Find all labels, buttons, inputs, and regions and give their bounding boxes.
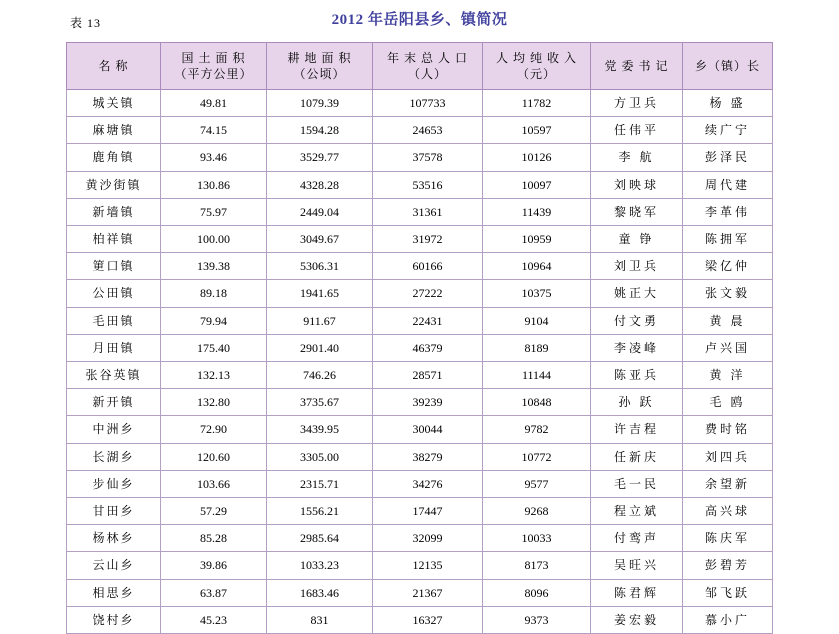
table-row xyxy=(67,525,773,552)
cell-name: 中洲乡 xyxy=(67,416,161,443)
cell-party-secretary: 陈亚兵 xyxy=(591,362,683,389)
cell-township-head: 梁亿仲 xyxy=(683,253,773,280)
cell-name: 长湖乡 xyxy=(67,443,161,470)
table-label: 表 13 xyxy=(70,16,102,30)
column-header-township-head-line1: 乡（镇）长 xyxy=(694,58,760,73)
cell-farmland-area: 3439.95 xyxy=(267,416,373,443)
cell-party-secretary: 吴旺兴 xyxy=(591,552,683,579)
cell-land-area: 45.23 xyxy=(161,606,267,633)
cell-township-head: 刘四兵 xyxy=(683,443,773,470)
cell-population: 107733 xyxy=(373,90,483,117)
cell-land-area: 139.38 xyxy=(161,253,267,280)
cell-name: 黄沙街镇 xyxy=(67,171,161,198)
table-row xyxy=(67,198,773,225)
cell-farmland-area: 911.67 xyxy=(267,307,373,334)
column-header-population xyxy=(373,43,483,90)
cell-population: 27222 xyxy=(373,280,483,307)
table-row xyxy=(67,90,773,117)
table-row xyxy=(67,362,773,389)
cell-party-secretary: 程立斌 xyxy=(591,498,683,525)
column-header-farmland-area-line1: 耕 地 面 积 xyxy=(287,50,352,65)
cell-name: 饶村乡 xyxy=(67,606,161,633)
cell-population: 39239 xyxy=(373,389,483,416)
cell-farmland-area: 831 xyxy=(267,606,373,633)
cell-township-head: 彭泽民 xyxy=(683,144,773,171)
cell-party-secretary: 童 铮 xyxy=(591,226,683,253)
column-header-township-head xyxy=(683,43,773,90)
cell-party-secretary: 付文勇 xyxy=(591,307,683,334)
cell-township-head: 陈拥军 xyxy=(683,226,773,253)
cell-name: 相思乡 xyxy=(67,579,161,606)
cell-farmland-area: 1683.46 xyxy=(267,579,373,606)
cell-township-head: 余望新 xyxy=(683,470,773,497)
cell-name: 甘田乡 xyxy=(67,498,161,525)
cell-land-area: 85.28 xyxy=(161,525,267,552)
cell-population: 32099 xyxy=(373,525,483,552)
cell-party-secretary: 任新庆 xyxy=(591,443,683,470)
table-row xyxy=(67,470,773,497)
cell-land-area: 103.66 xyxy=(161,470,267,497)
cell-income: 10126 xyxy=(483,144,591,171)
cell-township-head: 卢兴国 xyxy=(683,334,773,361)
cell-party-secretary: 孙 跃 xyxy=(591,389,683,416)
cell-farmland-area: 5306.31 xyxy=(267,253,373,280)
cell-income: 9577 xyxy=(483,470,591,497)
cell-population: 22431 xyxy=(373,307,483,334)
column-header-land-area-line2: （平方公里） xyxy=(174,67,253,81)
cell-land-area: 49.81 xyxy=(161,90,267,117)
cell-income: 10033 xyxy=(483,525,591,552)
cell-land-area: 63.87 xyxy=(161,579,267,606)
cell-name: 毛田镇 xyxy=(67,307,161,334)
cell-name: 柏祥镇 xyxy=(67,226,161,253)
cell-income: 10097 xyxy=(483,171,591,198)
cell-income: 11782 xyxy=(483,90,591,117)
column-header-farmland-area-line2: （公顷） xyxy=(293,67,346,81)
cell-party-secretary: 黎晓军 xyxy=(591,198,683,225)
cell-population: 46379 xyxy=(373,334,483,361)
cell-income: 10848 xyxy=(483,389,591,416)
cell-land-area: 132.80 xyxy=(161,389,267,416)
cell-township-head: 陈庆军 xyxy=(683,525,773,552)
cell-population: 21367 xyxy=(373,579,483,606)
table-row xyxy=(67,498,773,525)
cell-party-secretary: 姚正大 xyxy=(591,280,683,307)
cell-land-area: 89.18 xyxy=(161,280,267,307)
column-header-income-line1: 人 均 纯 收 入 xyxy=(495,50,577,65)
cell-income: 9268 xyxy=(483,498,591,525)
table-row xyxy=(67,307,773,334)
cell-income: 9373 xyxy=(483,606,591,633)
cell-party-secretary: 方卫兵 xyxy=(591,90,683,117)
table-row xyxy=(67,416,773,443)
cell-income: 10375 xyxy=(483,280,591,307)
cell-township-head: 邹飞跃 xyxy=(683,579,773,606)
township-summary-table xyxy=(66,42,773,634)
cell-name: 筻口镇 xyxy=(67,253,161,280)
cell-population: 12135 xyxy=(373,552,483,579)
column-header-income-line2: （元） xyxy=(516,67,556,81)
cell-population: 34276 xyxy=(373,470,483,497)
cell-township-head: 张文毅 xyxy=(683,280,773,307)
column-header-party-secretary xyxy=(591,43,683,90)
cell-land-area: 120.60 xyxy=(161,443,267,470)
cell-land-area: 100.00 xyxy=(161,226,267,253)
cell-township-head: 高兴球 xyxy=(683,498,773,525)
cell-party-secretary: 付鸾声 xyxy=(591,525,683,552)
table-row xyxy=(67,171,773,198)
cell-land-area: 79.94 xyxy=(161,307,267,334)
cell-name: 城关镇 xyxy=(67,90,161,117)
table-container xyxy=(66,42,772,634)
table-row xyxy=(67,144,773,171)
cell-farmland-area: 2315.71 xyxy=(267,470,373,497)
cell-name: 月田镇 xyxy=(67,334,161,361)
cell-party-secretary: 许吉程 xyxy=(591,416,683,443)
cell-land-area: 175.40 xyxy=(161,334,267,361)
cell-township-head: 续广宁 xyxy=(683,117,773,144)
column-header-population-line1: 年 末 总 人 口 xyxy=(386,50,468,65)
cell-income: 11144 xyxy=(483,362,591,389)
cell-land-area: 72.90 xyxy=(161,416,267,443)
cell-income: 10772 xyxy=(483,443,591,470)
cell-farmland-area: 4328.28 xyxy=(267,171,373,198)
column-header-farmland-area xyxy=(267,43,373,90)
cell-township-head: 杨 盛 xyxy=(683,90,773,117)
cell-income: 8096 xyxy=(483,579,591,606)
cell-name: 新墙镇 xyxy=(67,198,161,225)
cell-name: 鹿角镇 xyxy=(67,144,161,171)
cell-name: 杨林乡 xyxy=(67,525,161,552)
cell-population: 28571 xyxy=(373,362,483,389)
cell-township-head: 毛 鸥 xyxy=(683,389,773,416)
cell-township-head: 李革伟 xyxy=(683,198,773,225)
cell-income: 10959 xyxy=(483,226,591,253)
table-row xyxy=(67,579,773,606)
cell-farmland-area: 746.26 xyxy=(267,362,373,389)
column-header-land-area-line1: 国 土 面 积 xyxy=(181,50,246,65)
cell-name: 麻塘镇 xyxy=(67,117,161,144)
cell-population: 31361 xyxy=(373,198,483,225)
cell-land-area: 57.29 xyxy=(161,498,267,525)
cell-land-area: 132.13 xyxy=(161,362,267,389)
cell-population: 37578 xyxy=(373,144,483,171)
cell-land-area: 93.46 xyxy=(161,144,267,171)
table-row xyxy=(67,280,773,307)
cell-farmland-area: 1594.28 xyxy=(267,117,373,144)
cell-land-area: 74.15 xyxy=(161,117,267,144)
cell-township-head: 黄 晨 xyxy=(683,307,773,334)
cell-name: 云山乡 xyxy=(67,552,161,579)
cell-income: 8189 xyxy=(483,334,591,361)
cell-farmland-area: 1079.39 xyxy=(267,90,373,117)
cell-township-head: 慕小广 xyxy=(683,606,773,633)
cell-party-secretary: 毛一民 xyxy=(591,470,683,497)
cell-farmland-area: 3735.67 xyxy=(267,389,373,416)
column-header-population-line2: （人） xyxy=(407,67,447,81)
cell-party-secretary: 刘卫兵 xyxy=(591,253,683,280)
cell-income: 9782 xyxy=(483,416,591,443)
table-header-row xyxy=(67,43,773,90)
cell-income: 10964 xyxy=(483,253,591,280)
cell-population: 60166 xyxy=(373,253,483,280)
column-header-income xyxy=(483,43,591,90)
cell-party-secretary: 姜宏毅 xyxy=(591,606,683,633)
cell-township-head: 费时铭 xyxy=(683,416,773,443)
cell-party-secretary: 刘映球 xyxy=(591,171,683,198)
cell-population: 30044 xyxy=(373,416,483,443)
cell-name: 新开镇 xyxy=(67,389,161,416)
cell-party-secretary: 李 航 xyxy=(591,144,683,171)
cell-farmland-area: 2449.04 xyxy=(267,198,373,225)
table-body xyxy=(67,90,773,634)
cell-farmland-area: 3049.67 xyxy=(267,226,373,253)
cell-income: 10597 xyxy=(483,117,591,144)
table-row xyxy=(67,253,773,280)
column-header-party-secretary-line1: 党 委 书 记 xyxy=(604,58,669,73)
column-header-land-area xyxy=(161,43,267,90)
cell-population: 17447 xyxy=(373,498,483,525)
table-row xyxy=(67,552,773,579)
table-row xyxy=(67,226,773,253)
cell-farmland-area: 1033.23 xyxy=(267,552,373,579)
cell-name: 公田镇 xyxy=(67,280,161,307)
cell-farmland-area: 2985.64 xyxy=(267,525,373,552)
cell-farmland-area: 1941.65 xyxy=(267,280,373,307)
table-header xyxy=(67,43,773,90)
cell-party-secretary: 陈君辉 xyxy=(591,579,683,606)
cell-township-head: 周代建 xyxy=(683,171,773,198)
cell-land-area: 39.86 xyxy=(161,552,267,579)
cell-farmland-area: 3305.00 xyxy=(267,443,373,470)
cell-population: 31972 xyxy=(373,226,483,253)
table-row xyxy=(67,117,773,144)
cell-land-area: 130.86 xyxy=(161,171,267,198)
cell-population: 53516 xyxy=(373,171,483,198)
column-header-name-line1: 名 称 xyxy=(98,58,129,73)
cell-population: 38279 xyxy=(373,443,483,470)
page-title: 2012 年岳阳县乡、镇简况 xyxy=(331,12,508,28)
cell-income: 9104 xyxy=(483,307,591,334)
cell-township-head: 黄 洋 xyxy=(683,362,773,389)
table-row xyxy=(67,389,773,416)
table-row xyxy=(67,443,773,470)
cell-party-secretary: 李凌峰 xyxy=(591,334,683,361)
cell-name: 张谷英镇 xyxy=(67,362,161,389)
cell-income: 8173 xyxy=(483,552,591,579)
cell-township-head: 彭碧芳 xyxy=(683,552,773,579)
cell-income: 11439 xyxy=(483,198,591,225)
cell-name: 步仙乡 xyxy=(67,470,161,497)
table-row xyxy=(67,334,773,361)
column-header-name xyxy=(67,43,161,90)
cell-party-secretary: 任伟平 xyxy=(591,117,683,144)
cell-farmland-area: 3529.77 xyxy=(267,144,373,171)
cell-land-area: 75.97 xyxy=(161,198,267,225)
cell-farmland-area: 1556.21 xyxy=(267,498,373,525)
cell-population: 16327 xyxy=(373,606,483,633)
cell-farmland-area: 2901.40 xyxy=(267,334,373,361)
table-row xyxy=(67,606,773,633)
cell-population: 24653 xyxy=(373,117,483,144)
